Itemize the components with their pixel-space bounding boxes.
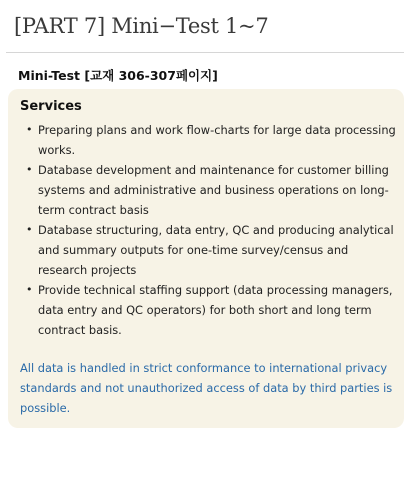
list-item: • Provide technical staffing support (data processing managers, data entry and QC operators) for both short and long term contract basis. xyxy=(26,280,400,340)
page-header xyxy=(14,14,404,38)
privacy-note: All data is handled in strict conformance to international privacy standards and not unauthorized access of data by third parties is possible. xyxy=(20,361,393,415)
header-divider xyxy=(6,52,404,53)
section-heading: Mini-Test [교재 306-307페이지] xyxy=(18,68,218,83)
list-item: • Database development and maintenance for customer billing systems and administrative and business operations on long-term contract basis xyxy=(26,160,400,220)
services-box xyxy=(8,89,404,428)
page-title: [PART 7] Mini−Test 1~7 xyxy=(14,14,269,38)
list-item: • Preparing plans and work flow-charts for large data processing works. xyxy=(26,120,400,160)
services-list xyxy=(26,120,400,340)
services-heading: Services xyxy=(20,99,82,114)
list-item: • Database structuring, data entry, QC and producing analytical and summary outputs for one-time survey/census and research projects xyxy=(26,220,400,280)
